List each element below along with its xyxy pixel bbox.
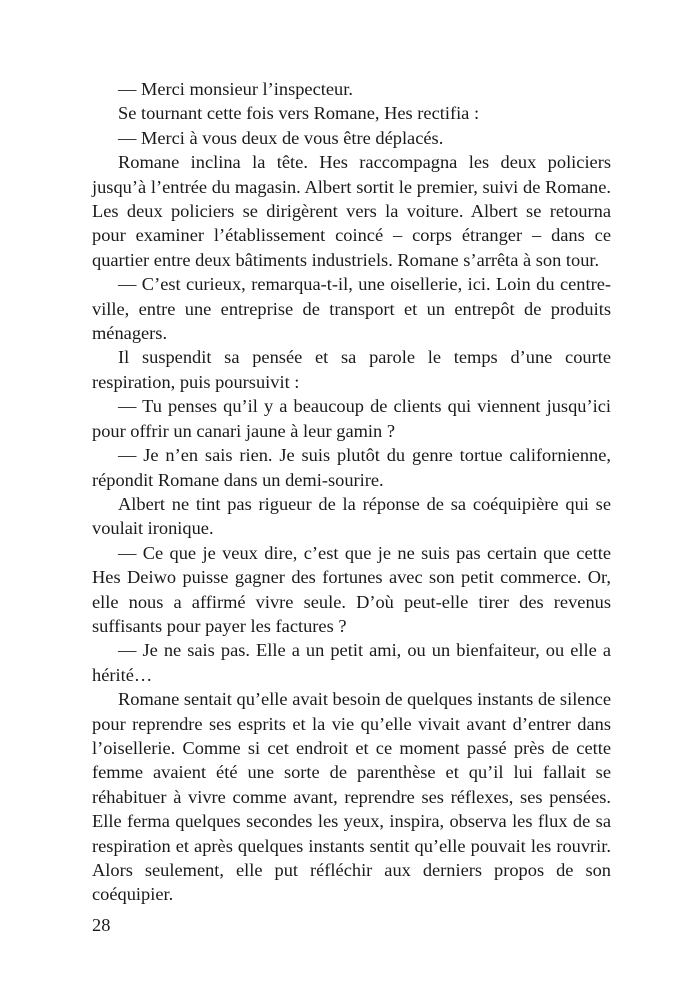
paragraph-3: — Merci à vous deux de vous être déplacés. bbox=[118, 127, 444, 148]
paragraph-12: Romane sentait qu’elle avait besoin de quelques instants de silence pour reprendre ses esprits et la vie qu’elle vivait avant d’entrer dans l’oisellerie. Comme si cet endroit et ce moment passé près de cette femme avaient été une sorte de parenthèse et qu’il lui fallait se réhabituer à vivre comme avant, reprendre ses réflexes, ses pensées. Elle ferma quelques secondes les yeux, inspira, observa les flux de sa respiration et après quelques instants sentit qu’elle pouvait les rouvrir. Alors seulement, elle put réfléchir aux derniers propos de son coéquipier. bbox=[92, 689, 611, 905]
paragraph-6: Il suspendit sa pensée et sa parole le temps d’une courte respiration, puis poursuivit : bbox=[92, 347, 611, 392]
paragraph-2: Se tournant cette fois vers Romane, Hes rectifia : bbox=[118, 103, 480, 124]
paragraph-9: Albert ne tint pas rigueur de la réponse de sa coéquipière qui se voulait ironique. bbox=[92, 493, 611, 539]
paragraph-7: — Tu penses qu’il y a beaucoup de clients qui viennent jusqu’ici pour offrir un canari jaune à leur gamin ? bbox=[92, 396, 611, 441]
paragraph-11: — Je ne sais pas. Elle a un petit ami, ou un bienfaiteur, ou elle a hérité… bbox=[92, 640, 611, 685]
page-number: 28 bbox=[92, 915, 111, 935]
page-body-text bbox=[92, 77, 611, 907]
paragraph-4: Romane inclina la tête. Hes raccompagna les deux policiers jusqu’à l’entrée du magasin. Albert sortit le premier, suivi de Romane. Les deux policiers se dirigèrent vers la voiture. Albert se retourna pour examiner l’établissement coincé – corps étranger – dans ce quartier entre deux bâtiments industriels. Romane s’arrêta à son tour. bbox=[92, 152, 611, 270]
paragraph-5: — C’est curieux, remarqua-t-il, une oisellerie, ici. Loin du centre-ville, entre une entreprise de transport et un entrepôt de produits ménagers. bbox=[92, 274, 611, 344]
paragraph-8: — Je n’en sais rien. Je suis plutôt du genre tortue californienne, répondit Romane dans un demi-sourire. bbox=[92, 445, 611, 490]
paragraph-1: — Merci monsieur l’inspecteur. bbox=[118, 79, 353, 99]
paragraph-10: — Ce que je veux dire, c’est que je ne suis pas certain que cette Hes Deiwo puisse gagner des fortunes avec son petit commerce. Or, elle nous a affirmé vivre seule. D’où peut-elle tirer des revenus suffisants pour payer les factures ? bbox=[92, 542, 611, 636]
